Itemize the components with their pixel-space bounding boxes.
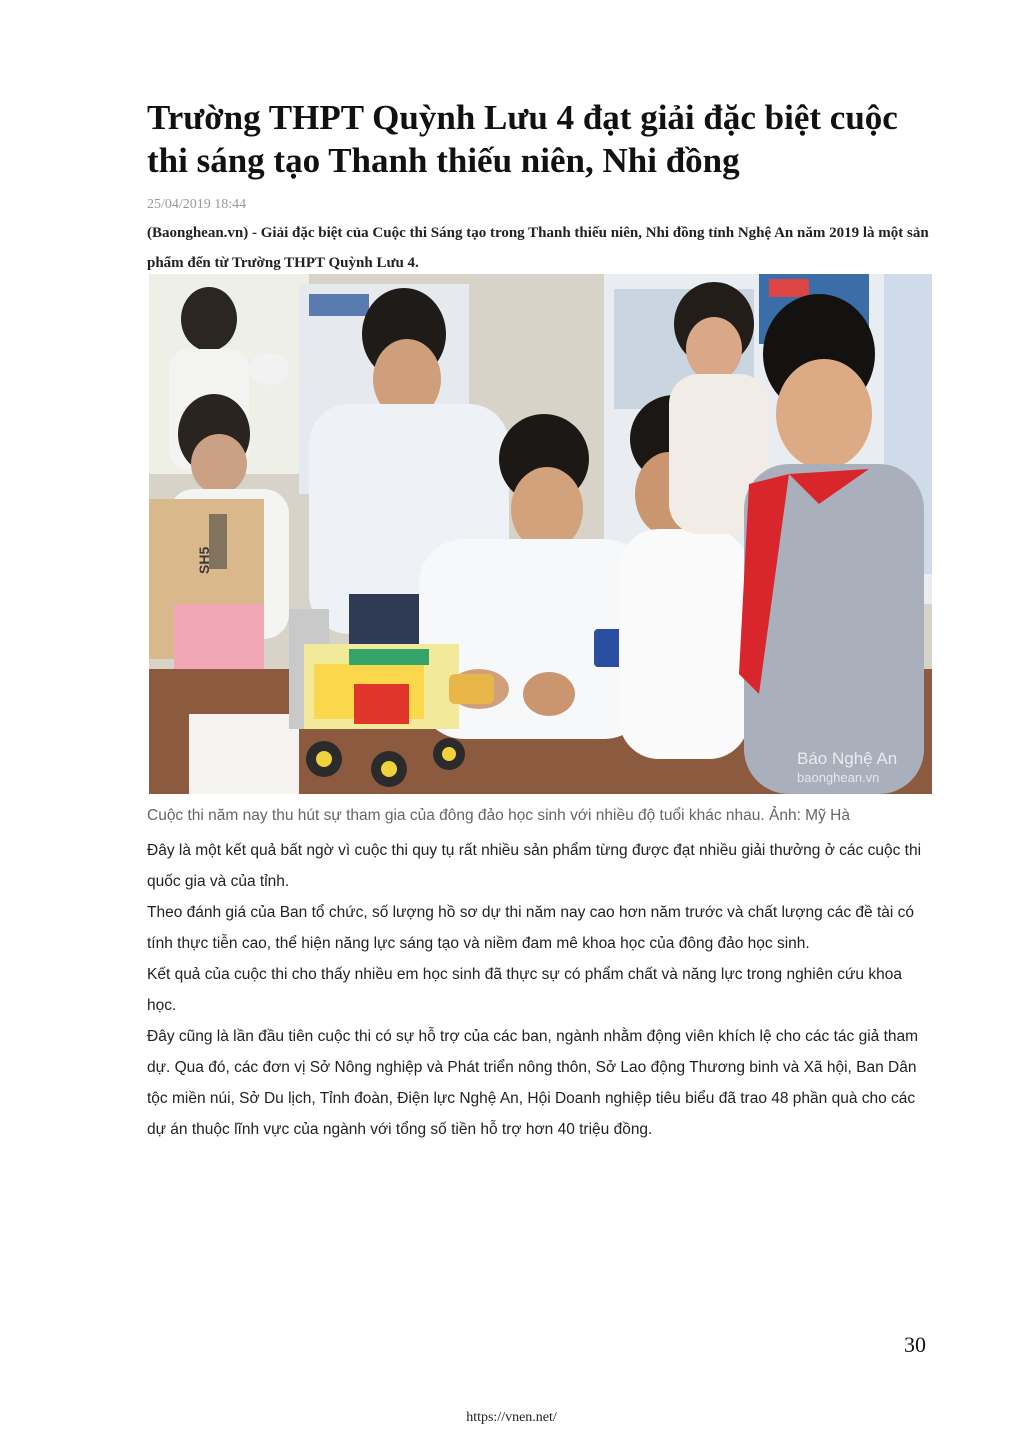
- article-header: [147, 96, 937, 278]
- photo-watermark-url: baonghean.vn: [797, 770, 880, 785]
- page-number: 30: [904, 1332, 926, 1357]
- body-paragraph: Đây là một kết quả bất ngờ vì cuộc thi quy tụ rất nhiều sản phẩm từng được đạt nhiều giải thưởng ở các cuộc thi quốc gia và của tỉnh.: [147, 842, 922, 890]
- article-photo: [149, 274, 932, 794]
- article-lead: (Baonghean.vn) - Giải đặc biệt của Cuộc thi Sáng tạo trong Thanh thiếu niên, Nhi đồng tỉnh Nghệ An năm 2019 là một sản phẩm đến từ Trường THPT Quỳnh Lưu 4.: [147, 225, 929, 271]
- photo-caption: Cuộc thi năm nay thu hút sự tham gia của đông đảo học sinh với nhiều độ tuổi khác nhau. Ảnh: Mỹ Hà: [147, 807, 850, 824]
- photo-watermark: Báo Nghệ An: [797, 749, 898, 768]
- article-title: Trường THPT Quỳnh Lưu 4 đạt giải đặc biệt cuộc thi sáng tạo Thanh thiếu niên, Nhi đồng: [147, 98, 898, 180]
- footer-url[interactable]: https://vnen.net/: [466, 1410, 557, 1425]
- article-date: 25/04/2019 18:44: [147, 197, 247, 212]
- article-body: [147, 835, 922, 1145]
- photo-box-label: SH5: [196, 546, 212, 574]
- body-paragraph: Kết quả của cuộc thi cho thấy nhiều em học sinh đã thực sự có phẩm chất và năng lực trong nghiên cứu khoa học.: [147, 966, 902, 1014]
- body-paragraph: Đây cũng là lần đầu tiên cuộc thi có sự hỗ trợ của các ban, ngành nhằm động viên khích lệ cho các tác giả tham dự. Qua đó, các đơn vị Sở Nông nghiệp và Phát triển nông thôn, Sở Lao động Thương binh và Xã hội, Ban Dân tộc miền núi, Sở Du lịch, Tỉnh đoàn, Điện lực Nghệ An, Hội Doanh nghiệp tiêu biểu đã trao 48 phần quà cho các dự án thuộc lĩnh vực của ngành với tổng số tiền hỗ trợ hơn 40 triệu đồng.: [147, 1028, 919, 1138]
- body-paragraph: Theo đánh giá của Ban tổ chức, số lượng hồ sơ dự thi năm nay cao hơn năm trước và chất lượng các đề tài có tính thực tiễn cao, thể hiện năng lực sáng tạo và niềm đam mê khoa học của đông đảo học sinh.: [147, 904, 915, 952]
